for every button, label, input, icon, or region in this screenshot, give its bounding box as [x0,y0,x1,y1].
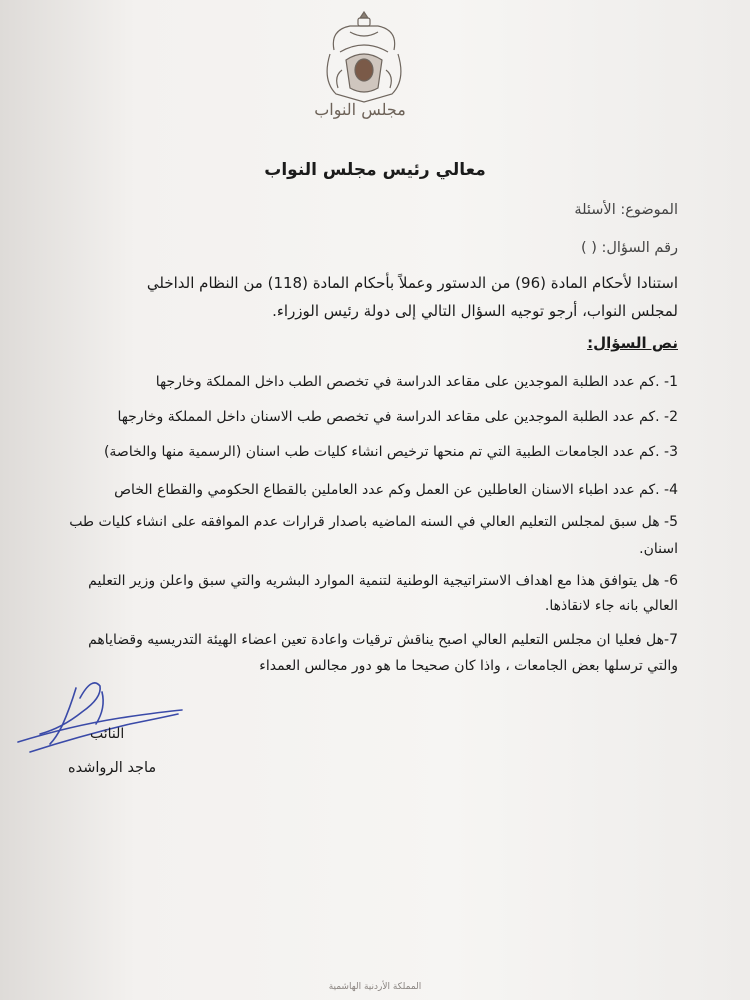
question-5-line-1: 5- هل سبق لمجلس التعليم العالي في السنه الماضيه باصدار قرارات عدم الموافقه على انشاء كليات طب [69,514,678,530]
signature-label: النائب [90,726,125,742]
jordan-coat-of-arms-icon [320,10,408,105]
intro-line-1: استنادا لأحكام المادة (96) من الدستور وعملاً بأحكام المادة (118) من النظام الداخلي [146,274,678,292]
addressee: معالي رئيس مجلس النواب [264,160,486,180]
institution-logo-text: مجلس النواب [314,100,406,119]
subject-line: الموضوع: الأسئلة [574,202,678,218]
question-7-line-1: 7-هل فعليا ان مجلس التعليم العالي اصبح يناقش ترقيات واعادة تعين اعضاء الهيئة التدريسيه وقضاياهم [88,632,678,648]
question-6-line-2: العالي بانه جاء لانقاذها. [544,598,678,614]
question-2-line-1: 2- .كم عدد الطلبة الموجدين على مقاعد الدراسة في تخصص طب الاسنان داخل المملكة وخارجها [117,409,678,425]
question-6-line-1: 6- هل يتوافق هذا مع اهداف الاستراتيجية الوطنية لتنمية الموارد البشريه والتي سبق واعلن وزير التعليم [88,573,678,589]
intro-line-2: لمجلس النواب، أرجو توجيه السؤال التالي إلى دولة رئيس الوزراء. [272,302,678,320]
question-3-line-1: 3- .كم عدد الجامعات الطبية التي تم منحها ترخيص انشاء كليات طب اسنان (الرسمية منها والخاصة) [103,444,678,460]
questions-heading: نص السؤال: [587,334,678,352]
question-1-line-1: 1- .كم عدد الطلبة الموجدين على مقاعد الدراسة في تخصص الطب داخل المملكة وخارجها [155,374,678,390]
question-number-line: رقم السؤال: ( ) [580,240,678,256]
question-5-line-2: اسنان. [639,541,678,557]
signer-name: ماجد الرواشده [68,760,157,776]
question-7-line-2: والتي ترسلها بعض الجامعات ، واذا كان صحيحا ما هو دور مجالس العمداء [259,658,678,674]
question-4-line-1: 4- .كم عدد اطباء الاسنان العاطلين عن العمل وكم عدد العاملين بالقطاع الحكومي والقطاع الخاص [114,482,678,498]
footer-stamp: المملكة الأردنية الهاشمية [328,982,422,992]
